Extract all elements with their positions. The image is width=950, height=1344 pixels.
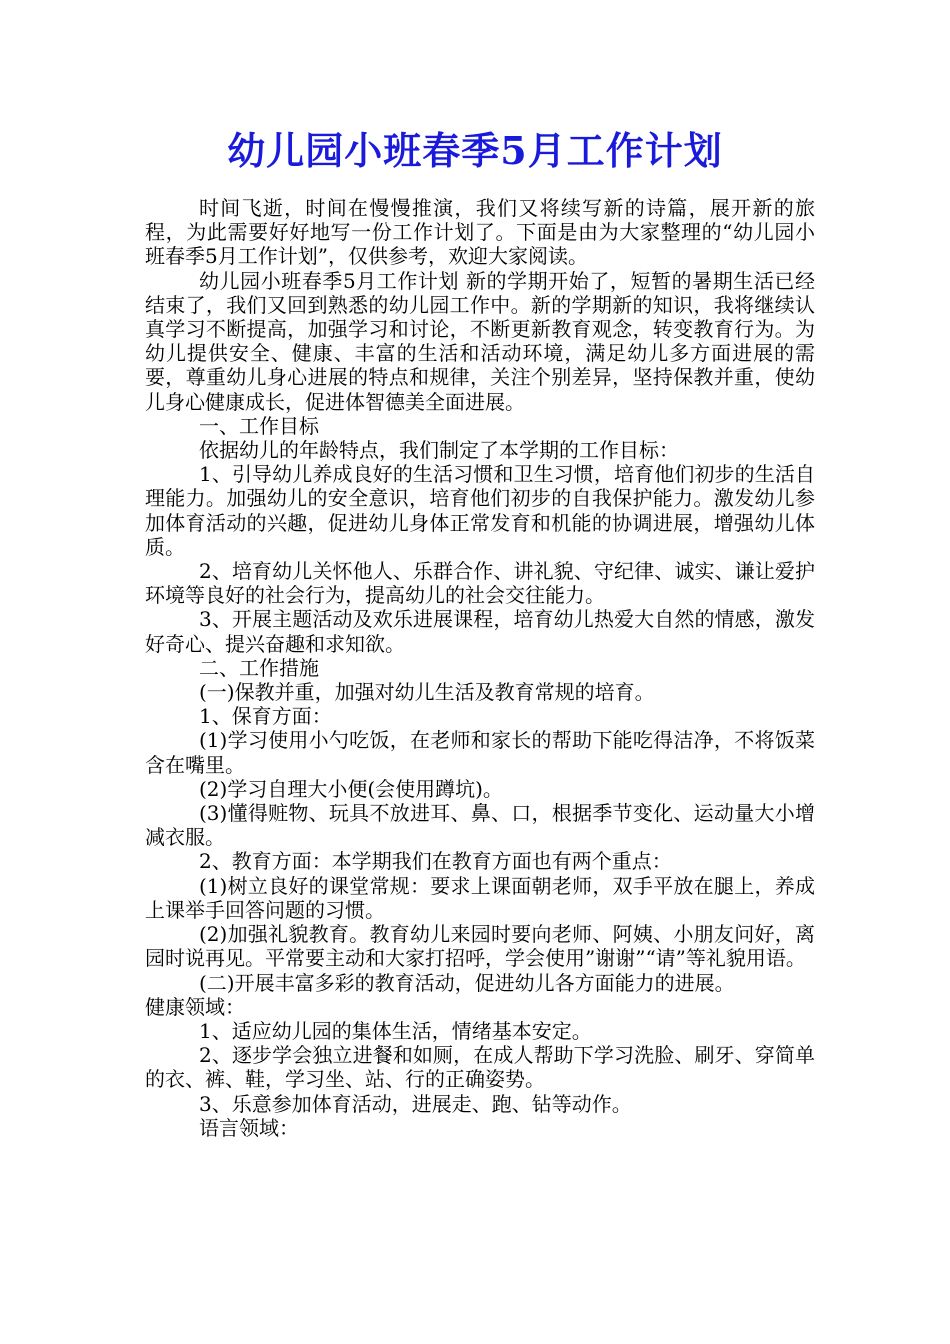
section-heading-measures: 二、工作措施: [199, 655, 319, 680]
list-item: 1、保育方面：: [199, 704, 332, 729]
list-item: (3)懂得赃物、玩具不放进耳、鼻、口，根据季节变化、运动量大小增减衣服。: [145, 801, 815, 850]
paragraph-intro: 时间飞逝，时间在慢慢推演，我们又将续写新的诗篇，展开新的旅程，为此需要好好地写一份工作计划了。下面是由为大家整理的“幼儿园小班春季5月工作计划”，仅供参考，欢迎大家阅读。: [145, 196, 815, 269]
subsection-heading: (一)保教并重，加强对幼儿生活及教育常规的培育。: [199, 680, 655, 705]
list-item: (1)树立良好的课堂常规：要求上课面朝老师，双手平放在腿上，养成上课举手回答问题的习惯。: [145, 873, 815, 922]
subsection-heading: (二)开展丰富多彩的教育活动，促进幼儿各方面能力的进展。: [199, 970, 735, 995]
document-title: 幼儿园小班春季5月工作计划: [227, 128, 723, 173]
list-item: 2、培育幼儿关怀他人、乐群合作、讲礼貌、守纪律、诚实、谦让爱护环境等良好的社会行为，提高幼儿的社会交往能力。: [145, 559, 815, 608]
list-item: (1)学习使用小勺吃饭，在老师和家长的帮助下能吃得洁净，不将饭菜含在嘴里。: [145, 728, 815, 777]
list-item: (2)学习自理大小便(会使用蹲坑)。: [199, 776, 503, 801]
paragraph: 依据幼儿的年龄特点，我们制定了本学期的工作目标：: [199, 438, 679, 463]
list-item: 3、乐意参加体育活动，进展走、跑、钻等动作。: [199, 1091, 632, 1116]
domain-heading-health: 健康领域：: [145, 994, 245, 1019]
paragraph-overview: 幼儿园小班春季5月工作计划 新的学期开始了，短暂的暑期生活已经结束了，我们又回到熟悉的幼儿园工作中。新的学期新的知识，我将继续认真学习不断提高，加强学习和讨论，不断更新教育观念，转变教育行为。为幼儿提供安全、健康、丰富的生活和活动环境，满足幼儿多方面进展的需要，尊重幼儿身心进展的特点和规律，关注个别差异，坚持保教并重，使幼儿身心健康成长，促进体智德美全面进展。: [145, 268, 815, 414]
list-item: (2)加强礼貌教育。教育幼儿来园时要向老师、阿姨、小朋友问好，离园时说再见。平常要主动和大家打招呼，学会使用”谢谢”“请”等礼貌用语。: [145, 922, 815, 971]
list-item: 3、开展主题活动及欢乐进展课程，培育幼儿热爱大自然的情感，激发好奇心、提兴奋趣和求知欲。: [145, 607, 815, 656]
list-item: 2、逐步学会独立进餐和如厕，在成人帮助下学习洗脸、刷牙、穿简单的衣、裤、鞋，学习坐、站、行的正确姿势。: [145, 1043, 815, 1092]
section-heading-goals: 一、工作目标: [199, 413, 319, 438]
domain-heading-language: 语言领域：: [199, 1115, 299, 1140]
list-item: 2、教育方面：本学期我们在教育方面也有两个重点：: [199, 849, 672, 874]
list-item: 1、引导幼儿养成良好的生活习惯和卫生习惯，培育他们初步的生活自理能力。加强幼儿的安全意识，培育他们初步的自我保护能力。激发幼儿参加体育活动的兴趣，促进幼儿身体正常发育和机能的协调进展，增强幼儿体质。: [145, 462, 815, 559]
document-body: [145, 196, 815, 1140]
list-item: 1、适应幼儿园的集体生活，情绪基本安定。: [199, 1018, 592, 1043]
